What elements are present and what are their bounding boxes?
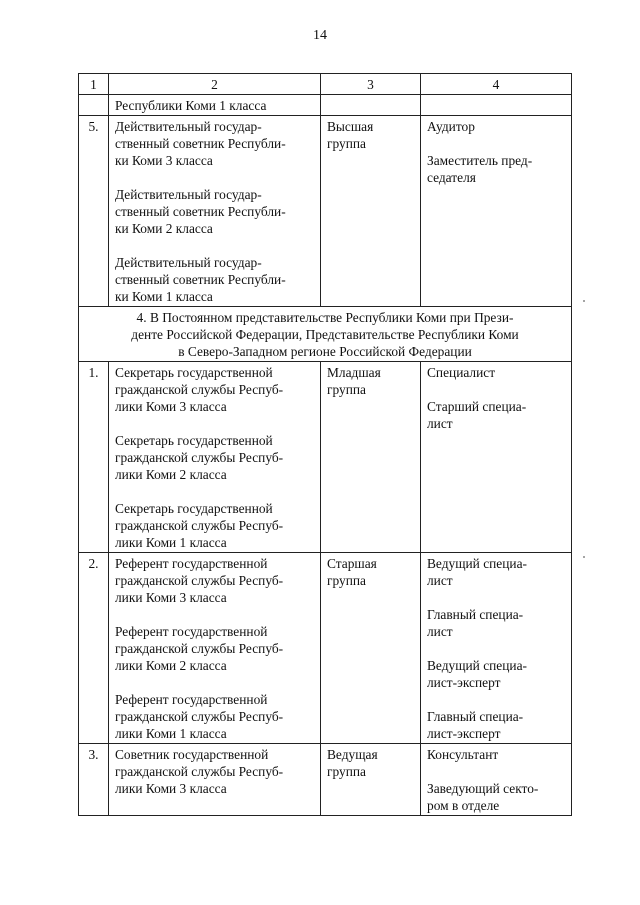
rank-title-line: лики Коми 1 класса [115, 726, 227, 741]
rank-title-line: гражданской службы Респуб- [115, 573, 284, 588]
group-name-line: Старшая [327, 556, 377, 571]
rank-title-line: лики Коми 2 класса [115, 467, 227, 482]
group-cell [321, 116, 421, 307]
position-cell [421, 116, 572, 307]
row-number: 1. [79, 362, 109, 553]
position-cell [421, 362, 572, 553]
position-cell [421, 744, 572, 816]
scan-speck [583, 300, 585, 302]
header-col-3: 3 [321, 74, 421, 95]
position-title-line: лист-эксперт [427, 675, 501, 690]
rank-title-line: гражданской службы Респуб- [115, 450, 284, 465]
rank-title [115, 691, 314, 742]
section-heading-line: денте Российской Федерации, Представительстве Республики Коми [131, 327, 519, 342]
row-number: 2. [79, 553, 109, 744]
rank-title-line: лики Коми 3 класса [115, 399, 227, 414]
group-name-line: Высшая [327, 119, 374, 134]
position-title [427, 708, 565, 742]
rank-title-line: Секретарь государственной [115, 365, 273, 380]
rank-title [115, 186, 314, 237]
rank-title [115, 364, 314, 415]
position-title-line: Аудитор [427, 119, 475, 134]
rank-title-line: Действительный государ- [115, 119, 262, 134]
position-title-line: Консультант [427, 747, 499, 762]
rank-title-line: гражданской службы Респуб- [115, 764, 284, 779]
row-number: 3. [79, 744, 109, 816]
position-title-line: ром в отделе [427, 798, 500, 813]
rank-title-line: Секретарь государственной [115, 433, 273, 448]
position-title-line: лист-эксперт [427, 726, 501, 741]
rank-title-line: лики Коми 3 класса [115, 590, 227, 605]
rank-title-line: ки Коми 2 класса [115, 221, 213, 236]
carryover-num-cell [79, 95, 109, 116]
rank-title [115, 746, 314, 797]
group-cell [321, 362, 421, 553]
position-title-line: Заместитель пред- [427, 153, 533, 168]
position-cell [421, 553, 572, 744]
group-name [327, 364, 414, 398]
group-name-line: группа [327, 136, 366, 151]
rank-title-line: лики Коми 2 класса [115, 658, 227, 673]
rank-title [115, 555, 314, 606]
position-title [427, 364, 565, 381]
header-col-1: 1 [79, 74, 109, 95]
position-title-line: Заведующий секто- [427, 781, 539, 796]
carryover-rank-cell: Республики Коми 1 класса [109, 95, 321, 116]
positions-table [78, 73, 572, 816]
position-title [427, 606, 565, 640]
rank-title-line: Референт государственной [115, 624, 268, 639]
table-row [79, 116, 572, 307]
table-row [79, 553, 572, 744]
header-col-4: 4 [421, 74, 572, 95]
position-title [427, 118, 565, 135]
rank-title [115, 118, 314, 169]
position-title [427, 780, 565, 814]
table-header-row [79, 74, 572, 95]
rank-cell [109, 362, 321, 553]
position-title-line: лист [427, 624, 453, 639]
section-heading-line: 4. В Постоянном представительстве Республики Коми при Прези- [136, 310, 514, 325]
section-heading-line: в Северо-Западном регионе Российской Федерации [178, 344, 472, 359]
group-cell [321, 744, 421, 816]
rank-title-line: Секретарь государственной [115, 501, 273, 516]
rank-cell [109, 553, 321, 744]
group-name-line: группа [327, 764, 366, 779]
rank-title-line: Референт государственной [115, 556, 268, 571]
rank-title-line: гражданской службы Респуб- [115, 641, 284, 656]
rank-cell [109, 116, 321, 307]
position-title [427, 746, 565, 763]
position-title-line: Специалист [427, 365, 496, 380]
position-title [427, 398, 565, 432]
table-row [79, 362, 572, 553]
position-title-line: Главный специа- [427, 607, 524, 622]
position-title-line: лист [427, 416, 453, 431]
rank-title-line: Действительный государ- [115, 187, 262, 202]
carryover-position-cell [421, 95, 572, 116]
rank-title-line: Действительный государ- [115, 255, 262, 270]
rank-title-line: ственный советник Республи- [115, 204, 286, 219]
position-title-line: седателя [427, 170, 476, 185]
carryover-row [79, 95, 572, 116]
group-cell [321, 553, 421, 744]
rank-title-line: гражданской службы Респуб- [115, 709, 284, 724]
group-name-line: Ведущая [327, 747, 378, 762]
position-title-line: Ведущий специа- [427, 658, 527, 673]
rank-title [115, 432, 314, 483]
group-name-line: группа [327, 573, 366, 588]
position-title [427, 152, 565, 186]
rank-title-line: гражданской службы Респуб- [115, 382, 284, 397]
position-title-line: Главный специа- [427, 709, 524, 724]
group-name-line: Младшая [327, 365, 381, 380]
group-name [327, 118, 414, 152]
rank-title [115, 500, 314, 551]
position-title-line: Ведущий специа- [427, 556, 527, 571]
rank-title-line: лики Коми 3 класса [115, 781, 227, 796]
position-title-line: Старший специа- [427, 399, 527, 414]
rank-title-line: ки Коми 3 класса [115, 153, 213, 168]
section-heading-row [79, 307, 572, 362]
rank-title-line: ственный советник Республи- [115, 272, 286, 287]
page-number: 14 [313, 28, 327, 43]
rank-title-line: ственный советник Республи- [115, 136, 286, 151]
position-title-line: лист [427, 573, 453, 588]
rank-cell [109, 744, 321, 816]
rank-title-line: ки Коми 1 класса [115, 289, 213, 304]
scan-speck [583, 556, 585, 558]
table-row [79, 744, 572, 816]
header-col-2: 2 [109, 74, 321, 95]
group-name [327, 555, 414, 589]
carryover-group-cell [321, 95, 421, 116]
rank-title [115, 254, 314, 305]
rank-title-line: Советник государственной [115, 747, 269, 762]
section-heading [79, 307, 572, 362]
row-number: 5. [79, 116, 109, 307]
position-title [427, 555, 565, 589]
rank-title-line: гражданской службы Респуб- [115, 518, 284, 533]
rank-title [115, 623, 314, 674]
position-title [427, 657, 565, 691]
group-name-line: группа [327, 382, 366, 397]
rank-title-line: лики Коми 1 класса [115, 535, 227, 550]
rank-title-line: Референт государственной [115, 692, 268, 707]
group-name [327, 746, 414, 780]
